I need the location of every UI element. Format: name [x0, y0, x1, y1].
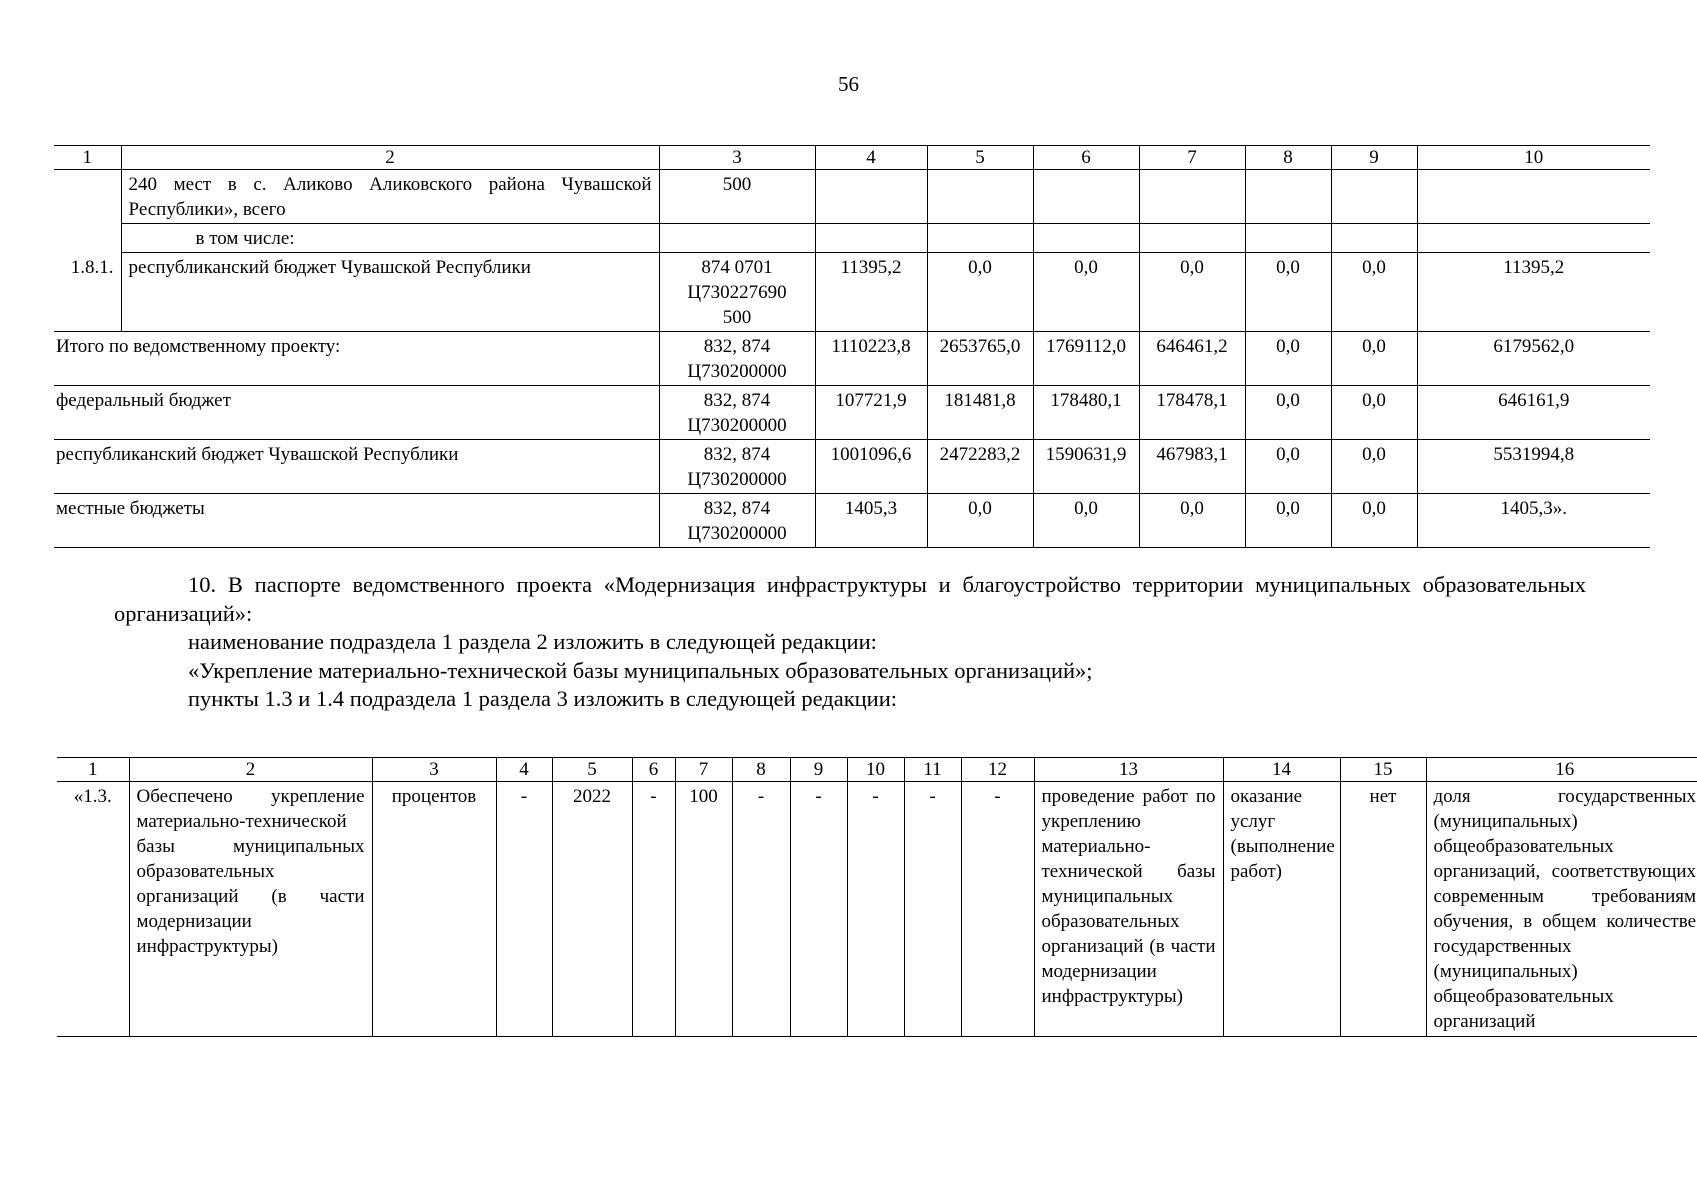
num-cell: 1.8.1. — [54, 253, 121, 332]
value-cell: 6179562,0 — [1417, 332, 1650, 386]
value-cell: - — [632, 782, 675, 1037]
value-cell: 646161,9 — [1417, 386, 1650, 440]
value-cell: 0,0 — [1245, 332, 1331, 386]
header-cell: 11 — [904, 758, 961, 782]
header-cell: 6 — [632, 758, 675, 782]
value-cell: 646461,2 — [1139, 332, 1245, 386]
header-cell: 9 — [1331, 146, 1417, 170]
header-cell: 12 — [961, 758, 1034, 782]
value-cell: 181481,8 — [927, 386, 1033, 440]
row-name: 240 мест в с. Аликово Аликовского района Чувашской Республики», всего — [121, 170, 659, 224]
amendment-text — [114, 571, 1586, 714]
type-cell: оказание услуг (выполнение работ) — [1223, 782, 1340, 1037]
value-cell: 0,0 — [1331, 253, 1417, 332]
value-cell: 1110223,8 — [815, 332, 927, 386]
value-cell: 1405,3 — [815, 494, 927, 548]
value-cell: 5531994,8 — [1417, 440, 1650, 494]
header-cell: 5 — [552, 758, 632, 782]
header-cell: 2 — [121, 146, 659, 170]
table-header-row — [57, 758, 1697, 782]
value-cell: - — [732, 782, 790, 1037]
header-cell: 6 — [1033, 146, 1139, 170]
value-cell: 0,0 — [1139, 494, 1245, 548]
row-name: Итого по ведомственному проекту: — [54, 332, 659, 386]
value-cell: 107721,9 — [815, 386, 927, 440]
value-cell: 178478,1 — [1139, 386, 1245, 440]
header-cell: 7 — [675, 758, 732, 782]
table-row — [57, 782, 1697, 1037]
header-cell: 14 — [1223, 758, 1340, 782]
value-cell: 0,0 — [1139, 253, 1245, 332]
paragraph: 10. В паспорте ведомственного проекта «Модернизация инфраструктуры и благоустройство территории муниципальных образовательных организаций»: — [114, 572, 1586, 626]
num-cell: «1.3. — [57, 782, 129, 1037]
value-cell: 2022 — [552, 782, 632, 1037]
table-row — [54, 224, 1650, 253]
value-cell: 0,0 — [1245, 440, 1331, 494]
value-cell: 0,0 — [927, 253, 1033, 332]
value-cell: 1001096,6 — [815, 440, 927, 494]
result-name: Обеспечено укрепление материально-технической базы муниципальных образовательных организаций (в части модернизации инфраструктуры) — [129, 782, 372, 1037]
header-cell: 3 — [372, 758, 496, 782]
value-cell: 0,0 — [1033, 494, 1139, 548]
header-cell: 4 — [815, 146, 927, 170]
header-cell: 4 — [496, 758, 552, 782]
value-cell: 178480,1 — [1033, 386, 1139, 440]
unit-cell: процентов — [372, 782, 496, 1037]
header-cell: 13 — [1034, 758, 1223, 782]
value-cell: 1405,3». — [1417, 494, 1650, 548]
value-cell: 467983,1 — [1139, 440, 1245, 494]
header-cell: 10 — [1417, 146, 1650, 170]
row-name: республиканский бюджет Чувашской Республики — [121, 253, 659, 332]
page-number: 56 — [838, 72, 859, 96]
total-row — [54, 494, 1650, 548]
table-row — [54, 170, 1650, 224]
total-row — [54, 386, 1650, 440]
value-cell: 0,0 — [1033, 253, 1139, 332]
value-cell: 1590631,9 — [1033, 440, 1139, 494]
value-cell: 0,0 — [1331, 332, 1417, 386]
value-cell: 0,0 — [1331, 386, 1417, 440]
value-cell: - — [496, 782, 552, 1037]
indicator-table — [57, 757, 1697, 1037]
paragraph: пункты 1.3 и 1.4 подраздела 1 раздела 3 изложить в следующей редакции: — [188, 686, 898, 711]
value-cell: 100 — [675, 782, 732, 1037]
value-cell: - — [847, 782, 904, 1037]
num-cell — [54, 170, 121, 253]
header-cell: 5 — [927, 146, 1033, 170]
table-row — [54, 253, 1650, 332]
value-cell: 0,0 — [1245, 253, 1331, 332]
total-row — [54, 440, 1650, 494]
header-cell: 8 — [732, 758, 790, 782]
subheading: в том числе: — [121, 224, 659, 253]
budget-table — [54, 145, 1650, 548]
header-cell: 2 — [129, 758, 372, 782]
value-cell: 1769112,0 — [1033, 332, 1139, 386]
value-cell: 0,0 — [927, 494, 1033, 548]
header-cell: 16 — [1426, 758, 1697, 782]
paragraph: «Укрепление материально-технической базы муниципальных образовательных организаций»; — [188, 657, 1093, 683]
code-cell: 500 — [659, 170, 815, 224]
header-cell: 9 — [790, 758, 847, 782]
row-name: федеральный бюджет — [54, 386, 659, 440]
header-cell: 7 — [1139, 146, 1245, 170]
code-cell: 832, 874 Ц730200000 — [659, 386, 815, 440]
code-cell: 832, 874 Ц730200000 — [659, 440, 815, 494]
value-cell: 0,0 — [1245, 386, 1331, 440]
code-cell: 874 0701 Ц730227690 500 — [659, 253, 815, 332]
value-cell: - — [790, 782, 847, 1037]
value-cell: 11395,2 — [815, 253, 927, 332]
header-cell: 8 — [1245, 146, 1331, 170]
total-row — [54, 332, 1650, 386]
table-header-row — [54, 146, 1650, 170]
value-cell: 11395,2 — [1417, 253, 1650, 332]
header-cell: 10 — [847, 758, 904, 782]
value-cell: 2653765,0 — [927, 332, 1033, 386]
header-cell: 1 — [57, 758, 129, 782]
header-cell: 15 — [1340, 758, 1426, 782]
value-cell: 0,0 — [1331, 440, 1417, 494]
value-cell: - — [961, 782, 1034, 1037]
header-cell: 1 — [54, 146, 121, 170]
value-cell: 0,0 — [1245, 494, 1331, 548]
flag-cell: нет — [1340, 782, 1426, 1037]
value-cell: - — [904, 782, 961, 1037]
code-cell: 832, 874 Ц730200000 — [659, 494, 815, 548]
row-name: местные бюджеты — [54, 494, 659, 548]
code-cell: 832, 874 Ц730200000 — [659, 332, 815, 386]
indicator-cell: доля государственных (муниципальных) общеобразовательных организаций, соответствующих современным требованиям обучения, в общем количестве государственных (муниципальных) общеобразовательных организаций — [1426, 782, 1697, 1037]
activity-cell: проведение работ по укреплению материально-технической базы муниципальных образовательных организаций (в части модернизации инфраструктуры) — [1034, 782, 1223, 1037]
paragraph: наименование подраздела 1 раздела 2 изложить в следующей редакции: — [188, 629, 877, 654]
header-cell: 3 — [659, 146, 815, 170]
value-cell: 0,0 — [1331, 494, 1417, 548]
row-name: республиканский бюджет Чувашской Республики — [54, 440, 659, 494]
value-cell: 2472283,2 — [927, 440, 1033, 494]
